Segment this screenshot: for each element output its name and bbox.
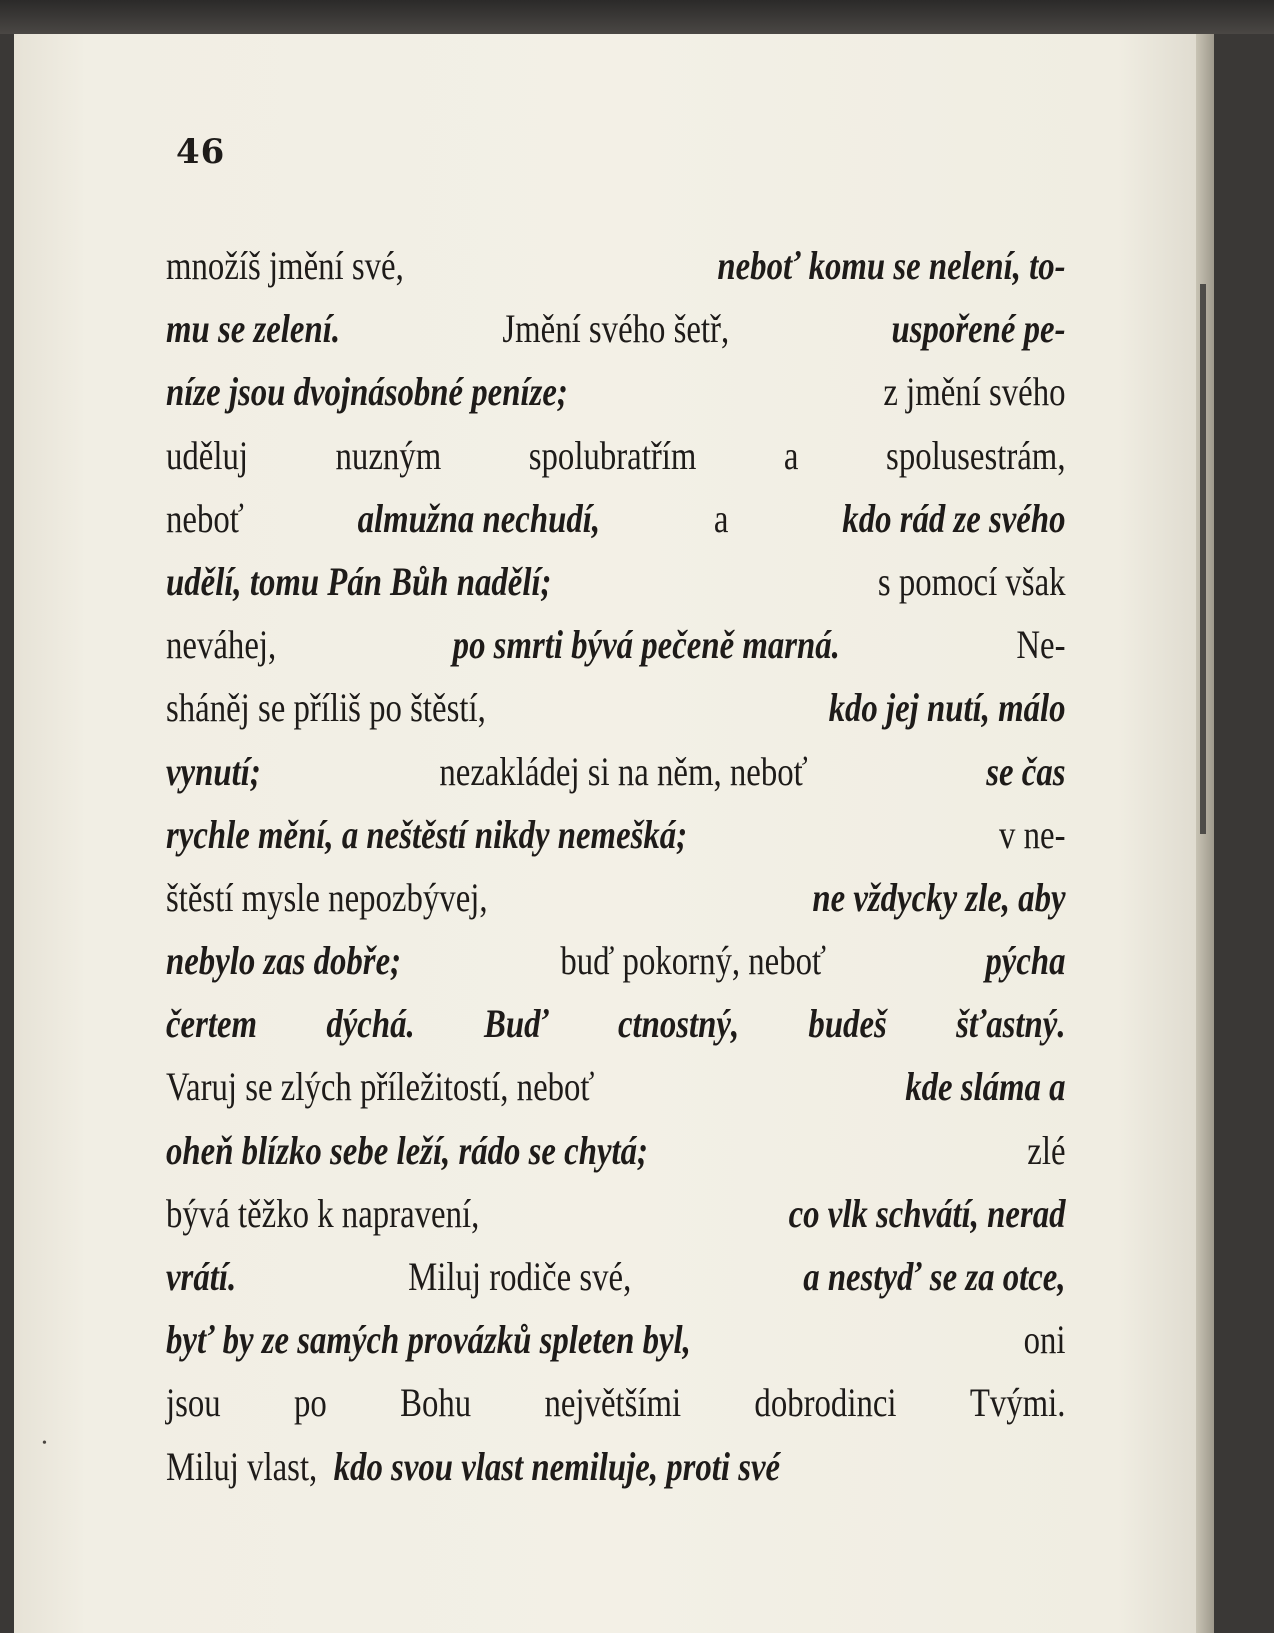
word: ctnostný, [617, 1001, 740, 1047]
text-segment: Varuj se zlých příležitostí, neboť [166, 1064, 595, 1110]
text-line [166, 550, 1066, 613]
word: uděluj [166, 432, 248, 478]
text-segment: bývá těžko k napravení, [166, 1190, 480, 1236]
word: Tvými. [969, 1380, 1066, 1426]
word: spolusestrám, [886, 432, 1066, 478]
italic-text-segment: kdo jej nutí, málo [828, 685, 1066, 731]
italic-text-segment: ne vždycky zle, aby [812, 874, 1066, 920]
italic-text-segment: pýcha [985, 938, 1066, 984]
text-segment: Miluj rodiče své, [408, 1254, 632, 1299]
word: Bohu [400, 1380, 472, 1426]
text-segment: s pomocí však [877, 558, 1066, 604]
italic-text-segment: kdo svou vlast nemiluje, proti své [333, 1443, 781, 1489]
text-line [166, 1055, 1066, 1118]
text-line [166, 676, 1066, 739]
word: čertem [166, 1001, 258, 1047]
text-segment: z jmění svého [883, 369, 1066, 415]
word: šťastný. [956, 1001, 1066, 1047]
scan-background-top [0, 0, 1274, 34]
italic-text-segment: po smrti bývá pečeně marná. [452, 622, 840, 668]
italic-text-segment: vynutí; [166, 748, 261, 794]
text-line [166, 360, 1066, 423]
italic-text-segment: almužna nechudí, [357, 495, 601, 541]
italic-text-segment: se čas [986, 748, 1066, 794]
word: po [293, 1380, 327, 1426]
book-page [14, 34, 1214, 1633]
text-line [166, 1119, 1066, 1182]
text-segment: nezakládej si na něm, neboť [439, 748, 808, 794]
text-line [166, 1245, 1066, 1308]
italic-text-segment: byť by ze samých provázků spleten byl, [166, 1317, 691, 1363]
italic-text-segment: nebylo zas dobře; [166, 938, 402, 984]
italic-text-segment: rychle mění, a neštěstí nikdy nemešká; [166, 811, 688, 857]
italic-text-segment: vrátí. [166, 1254, 237, 1299]
text-line [166, 929, 1066, 992]
italic-text-segment: níze jsou dvojnásobné peníze; [166, 369, 568, 415]
text-segment: štěstí mysle nepozbývej, [166, 874, 488, 920]
text-segment: množíš jmění své, [166, 243, 404, 288]
text-line [166, 1182, 1066, 1245]
text-line [166, 613, 1066, 676]
text-line [166, 1371, 1066, 1434]
text-line [166, 740, 1066, 803]
text-segment: sháněj se příliš po štěstí, [166, 685, 486, 731]
word: nuzným [335, 432, 442, 478]
italic-text-segment: mu se zelení. [166, 306, 341, 352]
text-segment: neváhej, [166, 622, 277, 668]
margin-mark: • [42, 1436, 47, 1451]
text-segment: Jmění svého šetř, [502, 306, 730, 352]
word: budeš [808, 1001, 887, 1047]
text-segment: neboť [166, 495, 244, 541]
italic-text-segment: co vlk schvátí, nerad [788, 1190, 1066, 1236]
text-segment: oni [1023, 1317, 1066, 1363]
text-line [166, 1435, 1066, 1498]
word: největšími [544, 1380, 682, 1426]
italic-text-segment: neboť komu se nelení, to- [717, 243, 1066, 288]
body-text [166, 234, 1066, 1498]
text-segment: buď pokorný, neboť [560, 938, 827, 984]
italic-text-segment: a nestyď se za otce, [803, 1254, 1066, 1299]
word: spolubratřím [528, 432, 697, 478]
text-segment: v ne- [999, 811, 1066, 857]
gutter-shadow [1200, 284, 1206, 834]
italic-text-segment: kde sláma a [905, 1064, 1066, 1110]
word: dobrodinci [754, 1380, 897, 1426]
text-line [166, 297, 1066, 360]
word: jsou [166, 1380, 221, 1426]
text-segment: zlé [1027, 1127, 1066, 1173]
text-line [166, 234, 1066, 297]
word: Buď [483, 1001, 549, 1047]
text-line [166, 487, 1066, 550]
page-number: 46 [176, 132, 226, 172]
italic-text-segment: uspořené pe- [891, 306, 1066, 352]
italic-text-segment: kdo rád ze svého [842, 495, 1066, 541]
text-segment: a [713, 495, 729, 541]
text-line [166, 803, 1066, 866]
text-line [166, 1308, 1066, 1371]
text-segment: Miluj vlast, [166, 1443, 318, 1489]
word: dýchá. [326, 1001, 415, 1047]
italic-text-segment: udělí, tomu Pán Bůh nadělí; [166, 558, 552, 604]
word: a [783, 432, 799, 478]
text-line [166, 424, 1066, 487]
text-line [166, 992, 1066, 1055]
text-line [166, 866, 1066, 929]
italic-text-segment: oheň blízko sebe leží, rádo se chytá; [166, 1127, 648, 1173]
text-segment: Ne- [1016, 622, 1066, 668]
